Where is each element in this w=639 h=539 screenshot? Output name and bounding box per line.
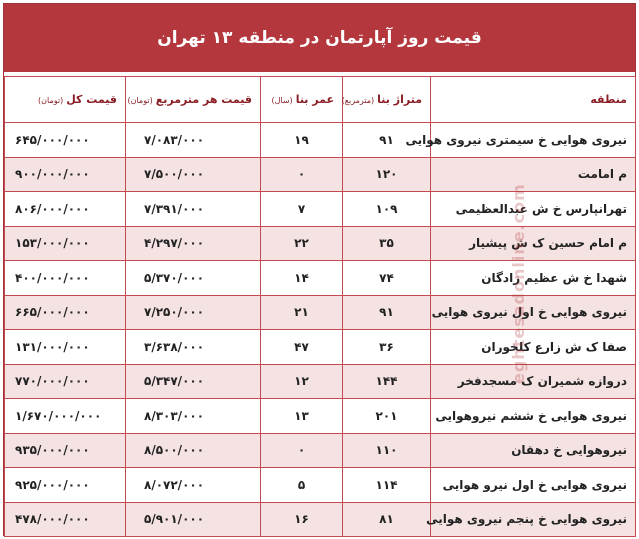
cell-area: م امام حسین ک ش پیشیار [431,226,636,261]
cell-total: ۶۶۵/۰۰۰/۰۰۰ [5,295,126,330]
header-size: متراژ بنا(مترمربع) [343,77,431,123]
header-age: عمر بنا(سال) [261,77,343,123]
table-row [5,123,636,158]
table-body [5,123,636,537]
cell-total: ۹۰۰/۰۰۰/۰۰۰ [5,157,126,192]
cell-area: نیروی هوایی خ پنجم نیروی هوایی [431,502,636,537]
cell-size: ۷۴ [343,261,431,296]
table-row [5,468,636,503]
cell-total: ۱۳۱/۰۰۰/۰۰۰ [5,330,126,365]
title-bar [4,4,635,74]
table-row [5,295,636,330]
cell-total: ۱/۶۷۰/۰۰۰/۰۰۰ [5,399,126,434]
cell-size: ۹۱ [343,123,431,158]
cell-size: ۳۶ [343,330,431,365]
cell-area: دروازه شمیران ک مسجدفخر [431,364,636,399]
cell-total: ۷۷۰/۰۰۰/۰۰۰ [5,364,126,399]
header-price-per-m2-unit: (تومان) [127,96,153,105]
cell-total: ۶۴۵/۰۰۰/۰۰۰ [5,123,126,158]
cell-total: ۹۲۵/۰۰۰/۰۰۰ [5,468,126,503]
cell-area: نیروهوایی خ دهقان [431,433,636,468]
cell-price-per-m2: ۸/۳۰۳/۰۰۰ [126,399,261,434]
header-age-unit: (سال) [271,96,293,105]
cell-age: ۰ [261,433,343,468]
cell-area: تهرانپارس خ ش عبدالعظیمی [431,192,636,227]
cell-area: نیروی هوایی خ اول نیرو هوایی [431,468,636,503]
cell-total: ۸۰۶/۰۰۰/۰۰۰ [5,192,126,227]
header-total-unit: (تومان) [38,96,64,105]
cell-age: ۱۲ [261,364,343,399]
cell-price-per-m2: ۸/۰۷۲/۰۰۰ [126,468,261,503]
cell-price-per-m2: ۵/۳۴۷/۰۰۰ [126,364,261,399]
cell-size: ۳۵ [343,226,431,261]
cell-price-per-m2: ۵/۳۷۰/۰۰۰ [126,261,261,296]
table-row [5,261,636,296]
cell-area: نیروی هوایی خ اول نیروی هوایی [431,295,636,330]
cell-age: ۱۳ [261,399,343,434]
page-title: قیمت روز آپارتمان در منطقه ۱۳ تهران [157,28,482,48]
cell-total: ۹۳۵/۰۰۰/۰۰۰ [5,433,126,468]
table-row [5,330,636,365]
cell-area: م امامت [431,157,636,192]
table-row [5,399,636,434]
header-size-unit: (مترمربع) [341,96,375,105]
price-table [4,76,636,537]
cell-age: ۱۹ [261,123,343,158]
cell-age: ۲۲ [261,226,343,261]
table-row [5,226,636,261]
cell-total: ۴۷۸/۰۰۰/۰۰۰ [5,502,126,537]
cell-age: ۰ [261,157,343,192]
cell-size: ۸۱ [343,502,431,537]
cell-total: ۴۰۰/۰۰۰/۰۰۰ [5,261,126,296]
watermark-text: eghtesadonline.com [509,183,528,384]
cell-age: ۲۱ [261,295,343,330]
price-table-card [3,3,636,536]
cell-area: صفا ک ش زارع کلخوران [431,330,636,365]
cell-age: ۵ [261,468,343,503]
cell-age: ۱۴ [261,261,343,296]
cell-size: ۹۱ [343,295,431,330]
cell-size: ۱۴۴ [343,364,431,399]
header-price-per-m2: قیمت هر مترمربع(تومان) [126,77,261,123]
table-row [5,157,636,192]
cell-price-per-m2: ۵/۹۰۱/۰۰۰ [126,502,261,537]
cell-age: ۱۶ [261,502,343,537]
cell-age: ۴۷ [261,330,343,365]
header-area: منطقه [431,77,636,123]
cell-age: ۷ [261,192,343,227]
cell-area: نیروی هوایی خ سیمتری نیروی هوایی [431,123,636,158]
cell-price-per-m2: ۳/۶۳۸/۰۰۰ [126,330,261,365]
cell-size: ۲۰۱ [343,399,431,434]
cell-price-per-m2: ۷/۳۹۱/۰۰۰ [126,192,261,227]
cell-total: ۱۵۳/۰۰۰/۰۰۰ [5,226,126,261]
cell-price-per-m2: ۸/۵۰۰/۰۰۰ [126,433,261,468]
cell-size: ۱۲۰ [343,157,431,192]
cell-price-per-m2: ۷/۲۵۰/۰۰۰ [126,295,261,330]
cell-size: ۱۱۴ [343,468,431,503]
cell-area: نیروی هوایی خ ششم نیروهوایی [431,399,636,434]
cell-size: ۱۱۰ [343,433,431,468]
header-total: قیمت کل(تومان) [5,77,126,123]
table-row [5,192,636,227]
cell-price-per-m2: ۷/۰۸۳/۰۰۰ [126,123,261,158]
cell-size: ۱۰۹ [343,192,431,227]
table-header-row [5,77,636,123]
table-row [5,364,636,399]
table-row [5,502,636,537]
cell-area: شهدا خ ش عظیم زادگان [431,261,636,296]
cell-price-per-m2: ۷/۵۰۰/۰۰۰ [126,157,261,192]
table-row [5,433,636,468]
cell-price-per-m2: ۴/۲۹۷/۰۰۰ [126,226,261,261]
